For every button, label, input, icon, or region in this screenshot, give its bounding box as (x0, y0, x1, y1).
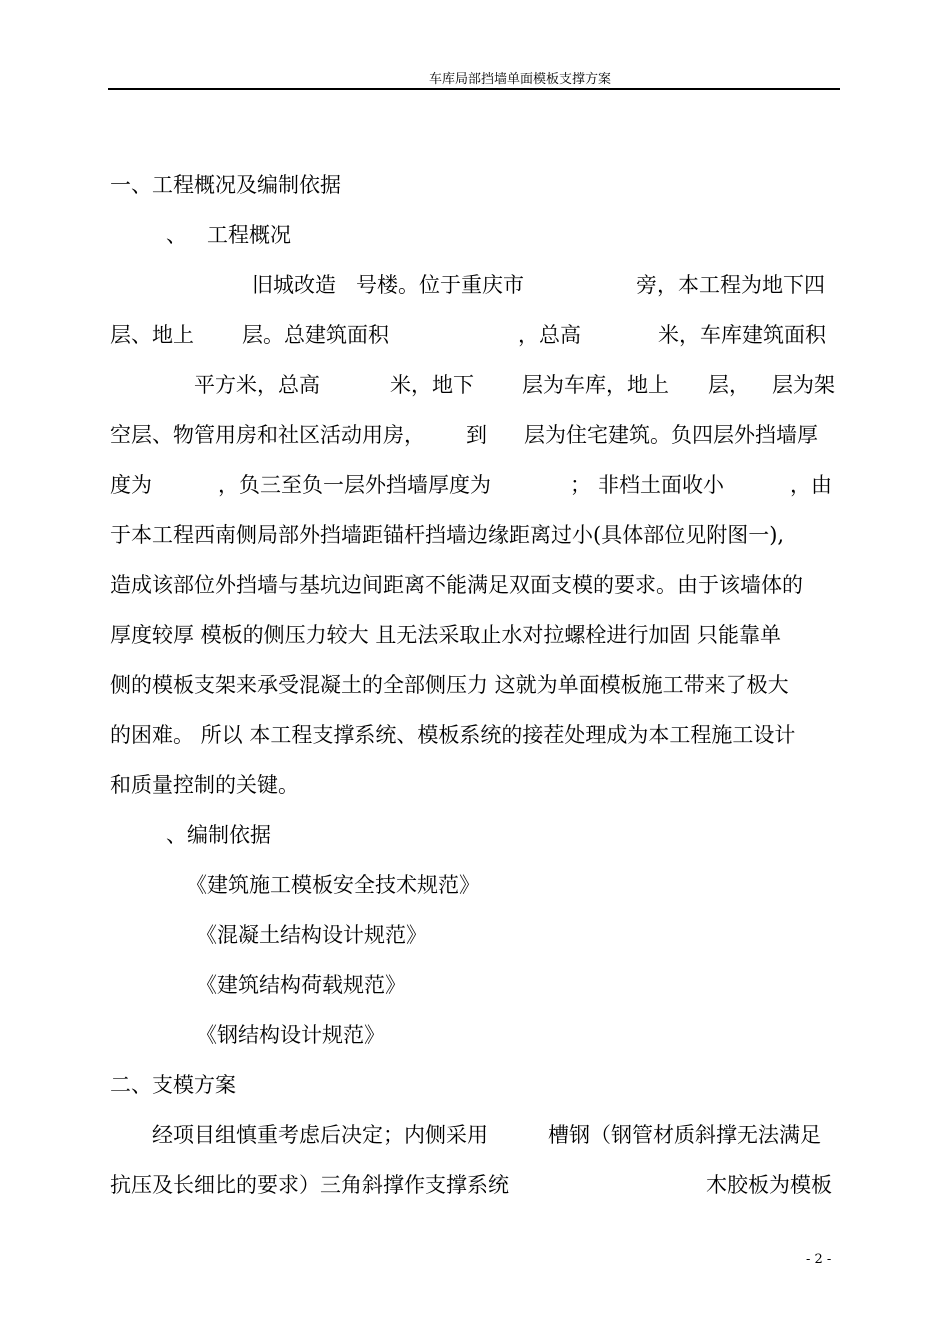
paragraph-fragment: 到 (466, 423, 487, 447)
paragraph-fragment: 层为架 (772, 373, 835, 397)
paragraph-fragment: 经项目组慎重考虑后决定；内侧采用 (152, 1123, 488, 1147)
paragraph-fragment: 层。总建筑面积 (242, 323, 389, 347)
paragraph-fragment: 旧城改造 号楼。位于重庆市 (252, 273, 525, 297)
paragraph-line: 侧的模板支架来承受混凝土的全部侧压力 这就为单面模板施工带来了极大 (110, 673, 789, 697)
paragraph-fragment: 抗压及长细比的要求）三角斜撑作支撑系统 (110, 1173, 509, 1197)
paragraph-fragment: 旁，本工程为地下四 (636, 273, 825, 297)
paragraph-fragment: 层、地上 (110, 323, 194, 347)
section-1-heading: 一、工程概况及编制依据 (110, 173, 341, 197)
paragraph-fragment: 米，地下 (390, 373, 474, 397)
paragraph-fragment: ，负三至负一层外挡墙厚度为 (218, 473, 491, 497)
section-2-heading: 二、支模方案 (110, 1073, 236, 1097)
paragraph-fragment: 非档土面收小 (598, 473, 724, 497)
paragraph-fragment: 木胶板为模板 (706, 1173, 832, 1197)
paragraph-fragment: 空层、物管用房和社区活动用房， (110, 423, 425, 447)
paragraph-fragment: 度为 (110, 473, 152, 497)
paragraph-fragment: 米，车库建筑面积 (658, 323, 826, 347)
paragraph-fragment: 层为车库，地上 (522, 373, 669, 397)
reference-item: 《建筑结构荷载规范》 (196, 973, 406, 997)
paragraph-fragment: 平方米，总高 (194, 373, 320, 397)
paragraph-line: 和质量控制的关键。 (110, 773, 299, 797)
paragraph-line: 造成该部位外挡墙与基坑边间距离不能满足双面支模的要求。由于该墙体的 (110, 573, 803, 597)
paragraph-fragment: 层为住宅建筑。负四层外挡墙厚 (524, 423, 818, 447)
subsection-basis-heading: 、编制依据 (166, 823, 271, 847)
paragraph-fragment: ，由 (790, 473, 832, 497)
paragraph-fragment: 层， (708, 373, 750, 397)
reference-item: 《钢结构设计规范》 (196, 1023, 385, 1047)
paragraph-line: 于本工程西南侧局部外挡墙距锚杆挡墙边缘距离过小(具体部位见附图一), (110, 523, 785, 547)
paragraph-line: 的困难。 所以 本工程支撑系统、模板系统的接茬处理成为本工程施工设计 (110, 723, 796, 747)
header-divider (108, 88, 840, 90)
page-number: - 2 - (806, 1252, 832, 1267)
paragraph-fragment: 槽钢（钢管材质斜撑无法满足 (548, 1123, 821, 1147)
reference-item: 《混凝土结构设计规范》 (196, 923, 427, 947)
reference-item: 《建筑施工模板安全技术规范》 (186, 873, 480, 897)
subsection-overview-heading: 、 工程概况 (166, 223, 292, 247)
paragraph-fragment: ； (570, 473, 591, 497)
paragraph-fragment: ，总高 (518, 323, 581, 347)
paragraph-line: 厚度较厚 模板的侧压力较大 且无法采取止水对拉螺栓进行加固 只能靠单 (110, 623, 782, 647)
header-title: 车库局部挡墙单面模板支撑方案 (428, 72, 611, 87)
